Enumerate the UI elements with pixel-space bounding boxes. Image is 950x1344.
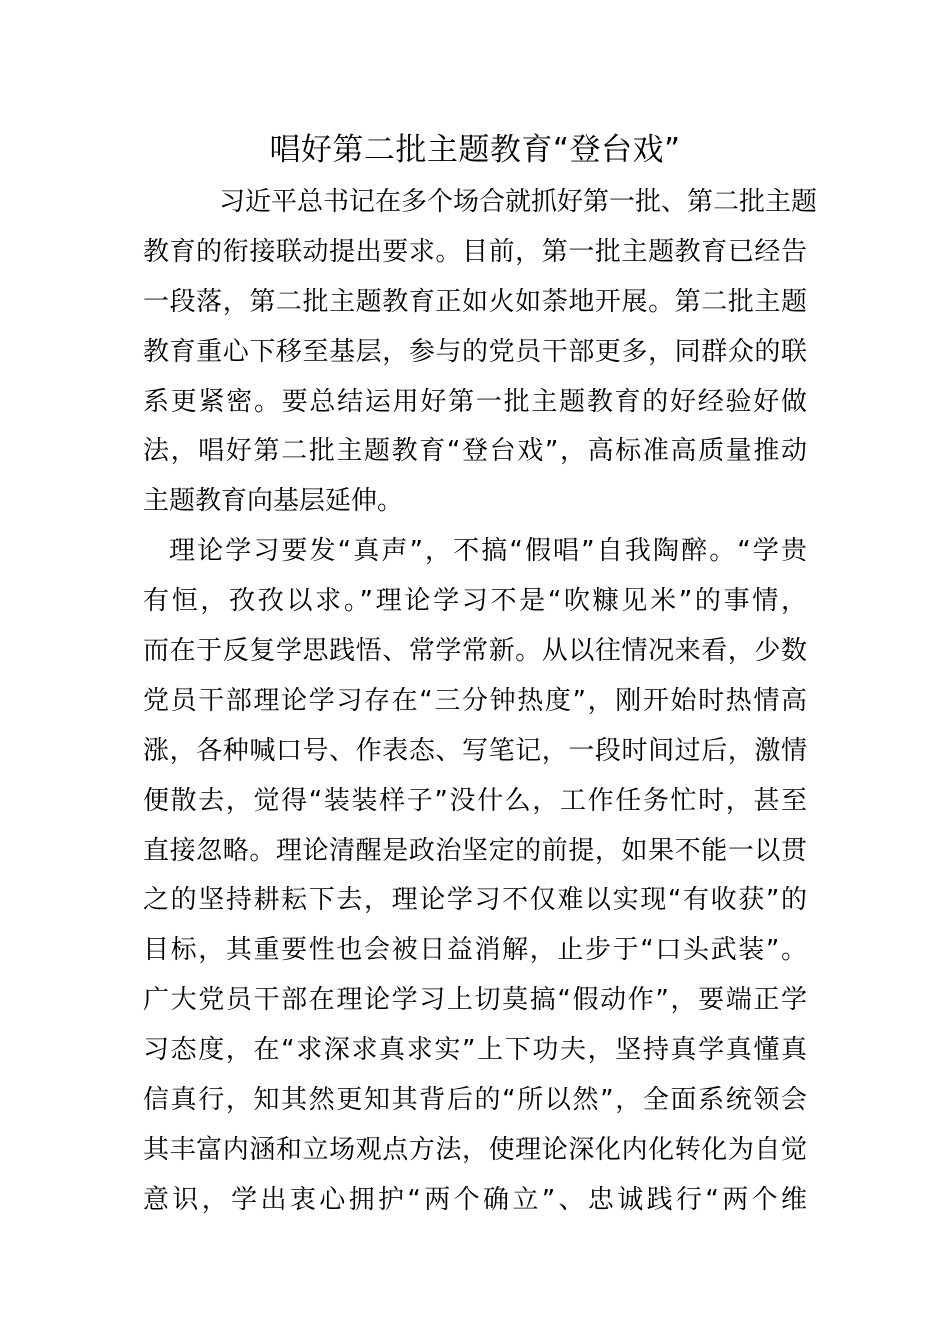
paragraph-line: 习近平总书记在多个场合就抓好第一批、第二批主题 xyxy=(219,187,818,217)
paragraph-line: 法，唱好第二批主题教育“登台戏”，高标准高质量推动 xyxy=(143,436,807,467)
paragraph-line: 目标，其重要性也会被日益消解，止步于“口头武装”。 xyxy=(143,935,807,966)
paragraph-line: 意识，学出衷心拥护“两个确立”、忠诚践行“两个维 xyxy=(143,1184,807,1215)
paragraph-line: 一段落，第二批主题教育正如火如荼地开展。第二批主题 xyxy=(143,286,807,317)
document-title: 唱好第二批主题教育“登台戏” xyxy=(269,132,681,168)
paragraph-line: 便散去，觉得“装装样子”没什么，工作任务忙时，甚至 xyxy=(143,785,807,816)
paragraph-line: 系更紧密。要总结运用好第一批主题教育的好经验好做 xyxy=(143,386,807,417)
paragraph-line: 其丰富内涵和立场观点方法，使理论深化内化转化为自觉 xyxy=(143,1134,807,1165)
paragraph-2 xyxy=(143,527,807,1225)
paragraph-line: 教育重心下移至基层，参与的党员干部更多，同群众的联 xyxy=(143,336,807,367)
paragraph-line: 习态度，在“求深求真求实”上下功夫，坚持真学真懂真 xyxy=(143,1035,807,1066)
paragraph-line: 广大党员干部在理论学习上切莫搞“假动作”，要端正学 xyxy=(143,985,807,1016)
paragraph-line: 直接忽略。理论清醒是政治坚定的前提，如果不能一以贯 xyxy=(143,835,807,866)
paragraph-line: 而在于反复学思践悟、常学常新。从以往情况来看，少数 xyxy=(143,636,807,667)
paragraph-line: 党员干部理论学习存在“三分钟热度”，刚开始时热情高 xyxy=(143,685,807,716)
paragraph-line: 有恒，孜孜以求。”理论学习不是“吹糠见米”的事情， xyxy=(143,586,807,617)
paragraph-line: 之的坚持耕耘下去，理论学习不仅难以实现“有收获”的 xyxy=(143,885,807,916)
paragraph-line: 主题教育向基层延伸。 xyxy=(143,486,404,517)
paragraph-1 xyxy=(143,178,818,527)
paragraph-line: 信真行，知其然更知其背后的“所以然”，全面系统领会 xyxy=(143,1085,807,1116)
paragraph-line: 涨，各种喊口号、作表态、写笔记，一段时间过后，激情 xyxy=(143,735,807,766)
document-body xyxy=(143,178,818,1226)
paragraph-line: 教育的衔接联动提出要求。目前，第一批主题教育已经告 xyxy=(143,236,807,267)
paragraph-line: 理论学习要发“真声”，不搞“假唱”自我陶醉。“学贵 xyxy=(169,536,807,567)
